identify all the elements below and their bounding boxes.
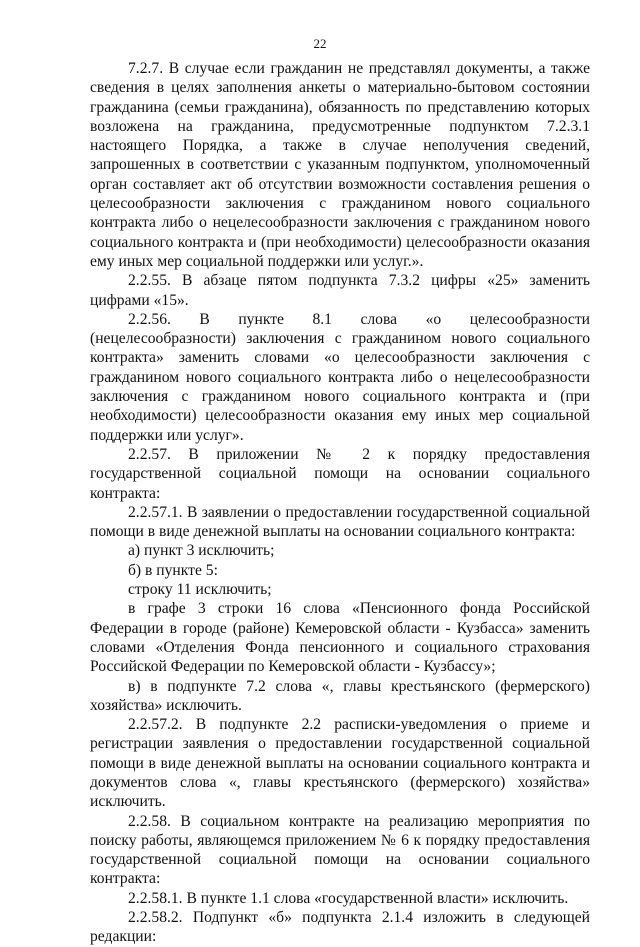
paragraph-2-2-57-2: 2.2.57.2. В подпункте 2.2 расписки-уведомления о приеме и регистрации заявления о предоставлении государственной социальной помощи в виде денежной выплаты на основании социального контракта и документов слова «, главы крестьянского (фермерского) хозяйства» исключить. (90, 716, 590, 811)
list-item-a: а) пункт 3 исключить; (128, 542, 275, 560)
line-11-item: строку 11 исключить; (128, 581, 272, 599)
page-number: 22 (313, 36, 327, 51)
paragraph-7-2-7: 7.2.7. В случае если гражданин не представлял документы, а также сведения в целях заполнения анкеты о материально-бытовом состоянии гражданина (семьи гражданина), обязанность по представлению которых возложена на гражданина, предусмотренные подпунктом 7.2.3.1 настоящего Порядка, а также в случае неполучения сведений, запрошенных в соответствии с указанным подпунктом, уполномоченный орган составляет акт об отсутствии возможности составления решения о целесообразности заключения с гражданином нового социального контракта либо о нецелесообразности заключения с гражданином нового социального контракта и (при необходимости) целесообразности оказания ему иных мер социальной поддержки или услуг.». (90, 60, 590, 270)
list-item-v: в) в подпункте 7.2 слова «, главы крестьянского (фермерского) хозяйства» исключить. (90, 677, 590, 714)
paragraph-2-2-56: 2.2.56. В пункте 8.1 слова «о целесообразности (нецелесообразности) заключения с гражданином нового социального контракта» заменить словами «о целесообразности заключения с гражданином нового социального контракта либо о нецелесообразности заключения с гражданином нового социального контракта и (при необходимости) целесообразности оказания ему иных мер социальной поддержки или услуг». (90, 310, 590, 444)
paragraph-2-2-58-1: 2.2.58.1. В пункте 1.1 слова «государственной власти» исключить. (128, 889, 569, 907)
paragraph-2-2-58-2: 2.2.58.2. Подпункт «б» подпункта 2.1.4 изложить в следующей редакции: (90, 909, 590, 946)
paragraph-2-2-58: 2.2.58. В социальном контракте на реализацию мероприятия по поиску работы, являющемся приложением № 6 к порядку предоставления государственной социальной помощи на основании социального контракта: (90, 812, 590, 888)
paragraph-2-2-57-1: 2.2.57.1. В заявлении о предоставлении государственной социальной помощи в виде денежной выплаты на основании социального контракта: (90, 503, 590, 541)
list-item-b: б) в пункте 5: (128, 561, 218, 579)
paragraph-2-2-55: 2.2.55. В абзаце пятом подпункта 7.3.2 цифры «25» заменить цифрами «15». (90, 272, 590, 309)
paragraph-2-2-57: 2.2.57. В приложении № 2 к порядку предоставления государственной социальной помощи на основании социального контракта: (90, 445, 590, 502)
document-body (90, 59, 590, 947)
column-3-line-16-item: в графе 3 строки 16 слова «Пенсионного фонда Российской Федерации в городе (районе) Кемеровской области - Кузбасса» заменить словами «Отделения Фонда пенсионного и социального страхования Российской Федерации по Кемеровской области - Кузбассу»; (90, 600, 590, 676)
